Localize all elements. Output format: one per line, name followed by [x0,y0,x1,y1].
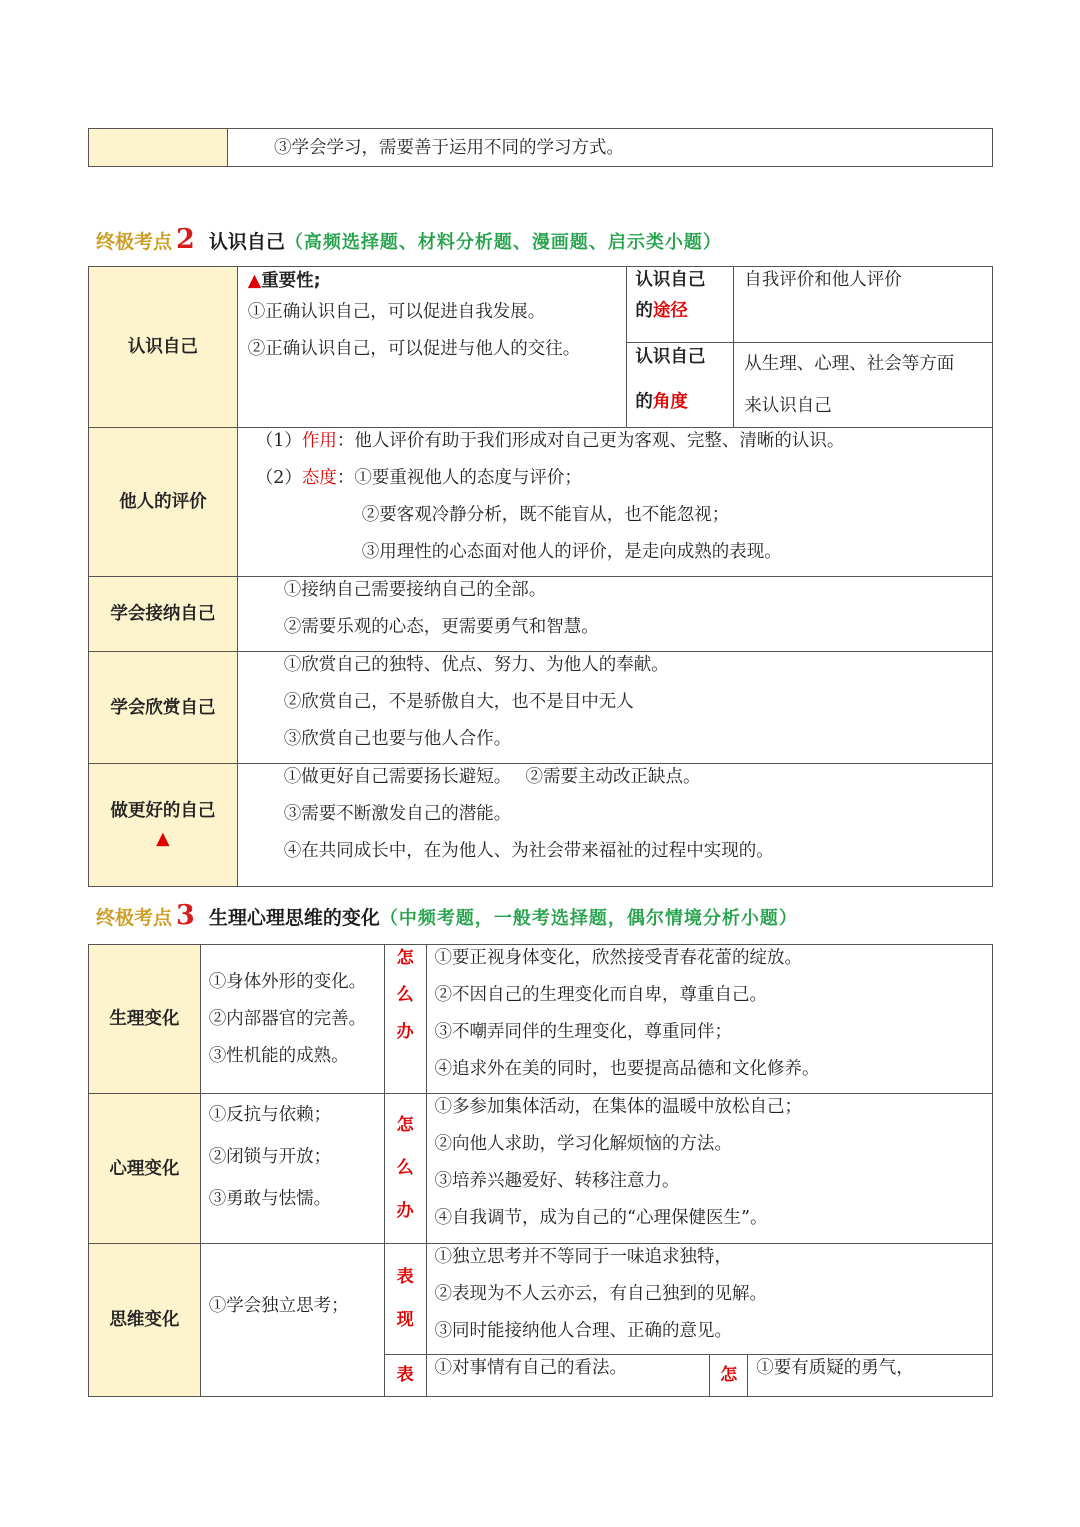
way-label-cell [627,267,734,343]
others-eval-line-1 [256,428,992,454]
label-accept: 学会接纳自己 [89,577,238,652]
thinking-side-2: 现 [396,1310,414,1330]
appreciate-item-1: ①欣赏自己的独特、优点、努力、为他人的奉献。 [283,655,669,675]
psych-actions-cell [426,1094,992,1244]
thinking-side-1: 表 [396,1267,414,1287]
way-label-c: 途径 [652,301,688,321]
angle-label-b: 的 [635,392,653,412]
importance-cell [237,267,627,428]
physical-side-1: 怎 [396,948,414,968]
accept-item-1: ①接纳自己需要接纳自己的全部。 [283,580,547,600]
physical-side-2: 么 [396,985,414,1005]
psych-action-3: ③培养兴趣爱好、转移注意力。 [434,1171,680,1191]
thinking-action2: ①对事情有自己的看法。 [426,1355,710,1397]
way-label-bc [635,293,733,330]
label-better: 做更好的自己 [110,801,216,821]
thinking-action3: ①要有质疑的勇气， [748,1355,993,1397]
psych-change-2: ②闭锁与开放； [208,1147,332,1167]
thinking-action-2: ②表现为不人云亦云，有自己独到的见解。 [434,1284,768,1304]
label-appreciate: 学会欣赏自己 [89,652,238,764]
thinking-side2: 表 [384,1355,426,1397]
better-item-2: ③需要不断激发自己的潜能。 [283,804,512,824]
l1-key: 作用 [301,431,337,451]
psych-side-1: 怎 [396,1115,414,1135]
way-value: 自我评价和他人评价 [734,267,993,343]
psych-action-1: ①多参加集体活动，在集体的温暖中放松自己； [434,1097,803,1117]
others-eval-cell [237,428,992,577]
section3-heading [96,900,798,931]
l1-pre: （1） [255,431,302,451]
appreciate-item-2: ②欣赏自己，不是骄傲自大，也不是目中无人 [283,692,634,712]
physical-actions-cell [426,945,992,1094]
physical-changes-cell [200,945,384,1094]
section3-tag: （中频考题，一般考选择题，偶尔情境分析小题） [379,908,798,929]
psych-change-3: ③勇敢与怯懦。 [208,1189,332,1209]
top-label-cell [89,129,228,167]
angle-label-c: 角度 [652,392,688,412]
others-eval-line-4: ③用理性的心态面对他人的评价，是走向成熟的表现。 [361,542,782,562]
physical-change-3: ③性机能的成熟。 [208,1045,349,1066]
importance-item-2: ②正确认识自己，可以促进与他人的交往。 [247,339,581,359]
appreciate-item-3: ③欣赏自己也要与他人合作。 [283,729,512,749]
section2-title: 认识自己 [208,231,285,253]
section3-number: 3 [176,900,195,931]
way-label-a: 认识自己 [635,270,706,290]
label-others-eval: 他人的评价 [89,428,238,577]
thinking-side3: 怎 [710,1355,748,1397]
label-better-cell [89,764,238,887]
physical-side-3: 办 [396,1022,414,1042]
top-row-text: ③学会学习，需要善于运用不同的学习方式。 [228,129,993,167]
section2-table [88,266,993,887]
physical-action-2: ②不因自己的生理变化而自卑，尊重自己。 [434,985,768,1005]
better-item-1: ①做更好自己需要扬长避短。 ②需要主动改正缺点。 [283,767,701,787]
angle-label-cell [627,343,734,428]
psych-changes-cell [200,1094,384,1244]
thinking-change: ①学会独立思考； [200,1244,384,1397]
section2-tag: （高频选择题、材料分析题、漫画题、启示类小题） [284,232,722,253]
importance-title: ▲重要性; [247,271,321,291]
accept-item-2: ②需要乐观的心态，更需要勇气和智慧。 [283,617,599,637]
section3-title: 生理心理思维的变化 [208,907,380,929]
thinking-action-3: ③同时能接纳他人合理、正确的意见。 [434,1321,733,1341]
physical-action-3: ③不嘲弄同伴的生理变化，尊重同伴； [434,1022,733,1042]
physical-change-2: ②内部器官的完善。 [208,1008,367,1029]
section2-heading [96,224,722,255]
physical-change-1: ①身体外形的变化。 [208,971,367,992]
l1-rest: ：他人评价有助于我们形成对自己更为客观、完整、清晰的认识。 [336,431,845,451]
top-table [88,128,993,167]
physical-action-1: ①要正视身体变化，欣然接受青春花蕾的绽放。 [434,948,803,968]
angle-label-bc [635,384,733,421]
better-cell [237,764,992,887]
thinking-side-cell [384,1244,426,1355]
psych-side-cell [384,1094,426,1244]
psych-change-1: ①反抗与依赖； [208,1105,332,1125]
psych-action-2: ②向他人求助，学习化解烦恼的方法。 [434,1134,733,1154]
section2-prefix: 终极考点 [96,231,173,253]
appreciate-cell [237,652,992,764]
thinking-actions-cell [426,1244,992,1355]
l2-pre: （2） [255,468,302,488]
l2-rest: ：①要重视他人的态度与评价； [336,468,582,488]
others-eval-line-2 [256,465,992,491]
accept-cell [237,577,992,652]
angle-value-1: 从生理、心理、社会等方面 [744,354,955,374]
label-psych: 心理变化 [89,1094,201,1244]
others-eval-line-3: ②要客观冷静分析，既不能盲从，也不能忽视； [361,505,730,525]
psych-action-4: ④自我调节，成为自己的“心理保健医生”。 [434,1208,768,1228]
physical-action-4: ④追求外在美的同时，也要提高品德和文化修养。 [434,1059,820,1079]
angle-label-a: 认识自己 [635,347,706,367]
label-know-self: 认识自己 [89,267,238,428]
angle-value-cell [734,343,993,428]
physical-side-cell [384,945,426,1094]
psych-side-2: 么 [396,1158,414,1178]
way-label-b: 的 [635,301,653,321]
label-physical: 生理变化 [89,945,201,1094]
l2-key: 态度 [301,468,337,488]
psych-side-3: 办 [396,1201,414,1221]
section2-number: 2 [176,224,195,255]
importance-item-1: ①正确认识自己，可以促进自我发展。 [247,302,546,322]
angle-value-2: 来认识自己 [744,396,832,416]
better-mark: ▲ [156,829,170,849]
label-thinking: 思维变化 [89,1244,201,1397]
section3-table [88,944,993,1397]
thinking-action-1: ①独立思考并不等同于一味追求独特， [434,1247,733,1267]
importance-title-text: 重要性; [261,271,321,291]
better-item-3: ④在共同成长中，在为他人、为社会带来福祉的过程中实现的。 [283,841,774,861]
section3-prefix: 终极考点 [96,907,173,929]
